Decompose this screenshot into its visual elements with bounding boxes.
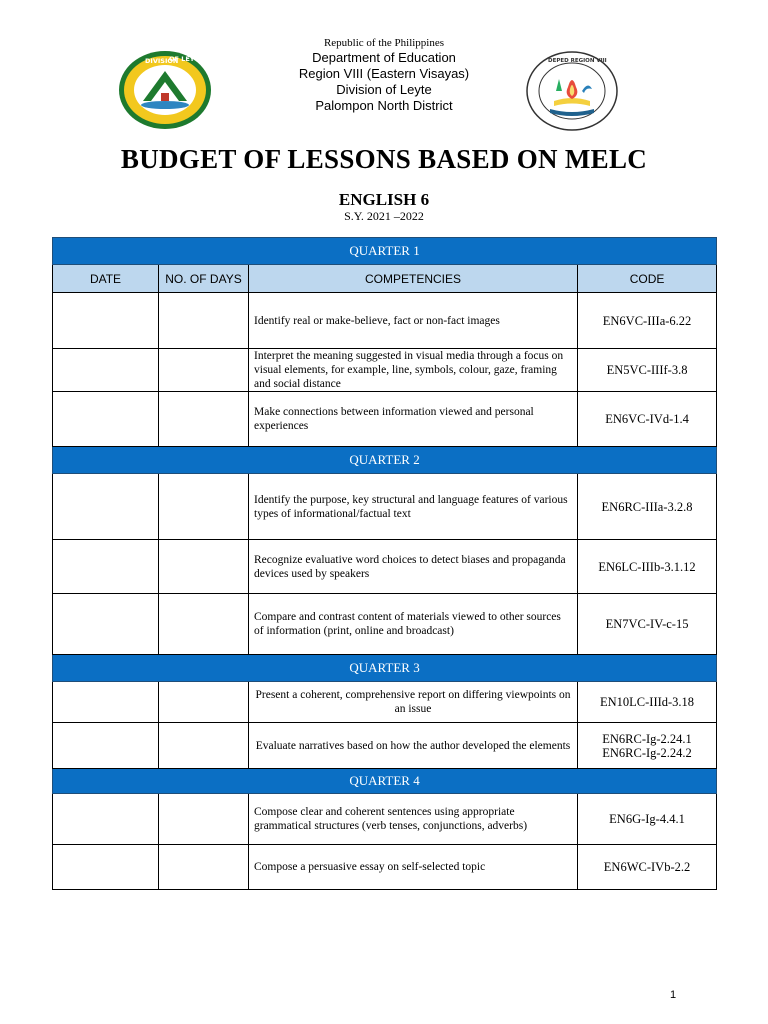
table-row — [53, 474, 717, 540]
date-cell — [53, 594, 159, 655]
date-cell — [53, 474, 159, 540]
date-cell — [53, 723, 159, 769]
column-header-days: NO. OF DAYS — [159, 265, 249, 293]
svg-text:OF LEYTE: OF LEYTE — [169, 55, 204, 63]
table-row — [53, 794, 717, 845]
table-row — [53, 723, 717, 769]
competency-cell: Compose clear and coherent sentences using appropriate grammatical structures (verb tenses, conjunctions, adverbs) — [249, 794, 578, 845]
table-row — [53, 540, 717, 594]
table-row — [53, 845, 717, 890]
column-header-competencies: COMPETENCIES — [249, 265, 578, 293]
competency-cell: Identify the purpose, key structural and language features of various types of informational/factual text — [249, 474, 578, 540]
code-cell: EN7VC-IV-c-15 — [578, 594, 717, 655]
page-number: 1 — [670, 989, 677, 1001]
competency-cell: Present a coherent, comprehensive report on differing viewpoints on an issue — [249, 682, 578, 723]
days-cell — [159, 349, 249, 392]
days-cell — [159, 682, 249, 723]
department-line: Department of Education — [312, 50, 456, 65]
svg-text:DEPED REGION VIII: DEPED REGION VIII — [548, 58, 607, 64]
code-cell: EN6LC-IIIb-3.1.12 — [578, 540, 717, 594]
competency-cell: Identify real or make-believe, fact or non-fact images — [249, 293, 578, 349]
date-cell — [53, 349, 159, 392]
competency-cell: Compare and contrast content of materials viewed to other sources of information (print, online and broadcast) — [249, 594, 578, 655]
date-cell — [53, 392, 159, 447]
date-cell — [53, 682, 159, 723]
code-cell: EN6VC-IVd-1.4 — [578, 392, 717, 447]
division-line: Division of Leyte — [336, 82, 432, 97]
quarter-band — [53, 447, 717, 474]
code-line: EN6RC-Ig-2.24.2 — [602, 745, 692, 760]
quarter-band — [53, 655, 717, 682]
document-title: BUDGET OF LESSONS BASED ON MELC — [120, 144, 648, 174]
quarter-label: QUARTER 3 — [53, 655, 717, 682]
quarter-label: QUARTER 1 — [53, 238, 717, 265]
table-row — [53, 293, 717, 349]
subject-title: ENGLISH 6 — [338, 190, 430, 209]
palompon-north-district-seal-logo — [526, 51, 618, 131]
district-line: Palompon North District — [315, 98, 453, 113]
letterhead — [0, 36, 768, 114]
budget-of-lessons-table — [52, 237, 717, 890]
competency-cell: Evaluate narratives based on how the author developed the elements — [249, 723, 578, 769]
quarter-label: QUARTER 4 — [53, 769, 717, 794]
date-cell — [53, 540, 159, 594]
competency-cell: Recognize evaluative word choices to detect biases and propaganda devices used by speakers — [249, 540, 578, 594]
date-cell — [53, 794, 159, 845]
days-cell — [159, 474, 249, 540]
days-cell — [159, 723, 249, 769]
region-line: Region VIII (Eastern Visayas) — [298, 66, 470, 81]
column-header-date: DATE — [53, 265, 159, 293]
quarter-band — [53, 238, 717, 265]
days-cell — [159, 293, 249, 349]
days-cell — [159, 794, 249, 845]
code-cell: EN6VC-IIIa-6.22 — [578, 293, 717, 349]
table-row — [53, 594, 717, 655]
code-cell — [578, 723, 717, 769]
republic-line: Republic of the Philippines — [323, 37, 445, 49]
quarter-label: QUARTER 2 — [53, 447, 717, 474]
quarter-band — [53, 769, 717, 794]
table-row — [53, 392, 717, 447]
days-cell — [159, 594, 249, 655]
table-row — [53, 682, 717, 723]
column-header-row — [53, 265, 717, 293]
date-cell — [53, 293, 159, 349]
code-cell: EN5VC-IIIf-3.8 — [578, 349, 717, 392]
code-cell: EN6RC-IIIa-3.2.8 — [578, 474, 717, 540]
svg-text:DIVISION: DIVISION — [145, 57, 179, 65]
days-cell — [159, 845, 249, 890]
code-cell: EN10LC-IIId-3.18 — [578, 682, 717, 723]
division-of-leyte-seal-logo — [117, 49, 213, 131]
days-cell — [159, 540, 249, 594]
code-cell: EN6WC-IVb-2.2 — [578, 845, 717, 890]
competency-cell: Interpret the meaning suggested in visual media through a focus on visual elements, for example, line, symbols, colour, gaze, framing and social distance — [249, 349, 578, 392]
code-cell: EN6G-Ig-4.4.1 — [578, 794, 717, 845]
competency-cell: Compose a persuasive essay on self-selected topic — [249, 845, 578, 890]
competency-cell: Make connections between information viewed and personal experiences — [249, 392, 578, 447]
code-line: EN6RC-Ig-2.24.1 — [602, 731, 692, 746]
column-header-code: CODE — [578, 265, 717, 293]
days-cell — [159, 392, 249, 447]
date-cell — [53, 845, 159, 890]
school-year: S.Y. 2021 –2022 — [344, 209, 424, 223]
table-row — [53, 349, 717, 392]
